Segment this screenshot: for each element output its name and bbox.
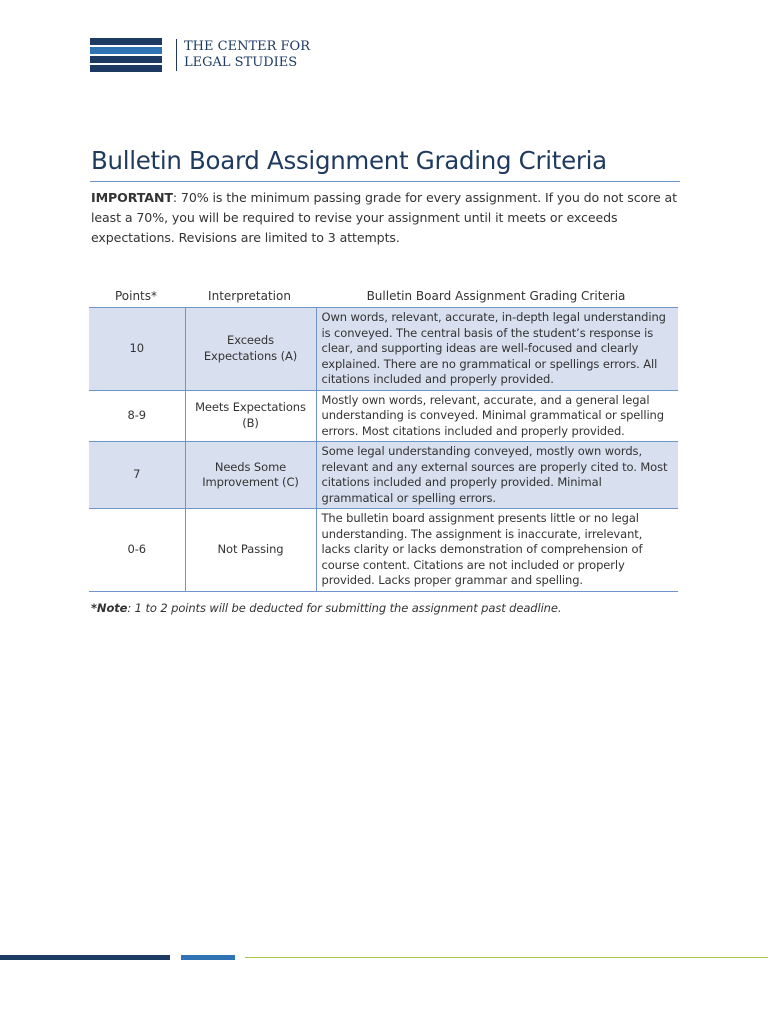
page-title: Bulletin Board Assignment Grading Criteria (91, 146, 607, 175)
intro-paragraph (91, 188, 681, 249)
footer-bar-navy (0, 955, 170, 960)
table-row (89, 308, 678, 391)
column-header-criteria: Bulletin Board Assignment Grading Criteria (316, 285, 678, 308)
table-row (89, 509, 678, 592)
points-cell: 8-9 (89, 390, 185, 442)
table-row (89, 442, 678, 509)
interpretation-cell: Exceeds Expectations (A) (185, 308, 316, 391)
footer-bar-blue (181, 955, 235, 960)
table-header-row (89, 285, 678, 308)
criteria-cell: The bulletin board assignment presents little or no legal understanding. The assignment is inaccurate, irrelevant, lacks clarity or lacks demonstration of comprehension of course content. Citations are not included or properly provided. Lacks proper grammar and spelling. (316, 509, 678, 592)
footer-line-green (245, 957, 768, 958)
interpretation-cell: Not Passing (185, 509, 316, 592)
logo-line-2: LEGAL STUDIES (184, 55, 298, 70)
criteria-cell: Some legal understanding conveyed, mostly own words, relevant and any external sources are properly cited to. Most citations included and properly provided. Minimal grammatical or spelling errors. (316, 442, 678, 509)
logo-stripes-icon (90, 38, 164, 72)
deadline-note (91, 601, 561, 615)
points-cell: 10 (89, 308, 185, 391)
center-logo (90, 38, 310, 72)
criteria-cell: Mostly own words, relevant, accurate, and a general legal understanding is conveyed. Minimal grammatical or spelling errors. Most citations included and properly provided. (316, 390, 678, 442)
column-header-points: Points* (89, 285, 185, 308)
grading-table (89, 285, 678, 592)
criteria-cell: Own words, relevant, accurate, in-depth legal understanding is conveyed. The central basis of the student’s response is clear, and supporting ideas are well-focused and clearly explained. There are no grammatical or spellings errors. All citations included and properly provided. (316, 308, 678, 391)
note-label: *Note (91, 601, 128, 615)
points-cell: 0-6 (89, 509, 185, 592)
points-cell: 7 (89, 442, 185, 509)
logo-line-1: THE CENTER FOR (184, 39, 310, 54)
intro-text: : 70% is the minimum passing grade for every assignment. If you do not score at least a 70%, you will be required to revise your assignment until it meets or exceeds expectations. Revisions are limited to 3 attempts. (91, 190, 677, 246)
interpretation-cell: Needs Some Improvement (C) (185, 442, 316, 509)
important-label: IMPORTANT (91, 190, 173, 205)
logo-wordmark (184, 39, 310, 71)
column-header-interpretation: Interpretation (185, 285, 316, 308)
logo-divider (176, 39, 177, 71)
table-row (89, 390, 678, 442)
title-rule (90, 181, 680, 182)
interpretation-cell: Meets Expectations (B) (185, 390, 316, 442)
note-text: : 1 to 2 points will be deducted for submitting the assignment past deadline. (127, 601, 562, 615)
